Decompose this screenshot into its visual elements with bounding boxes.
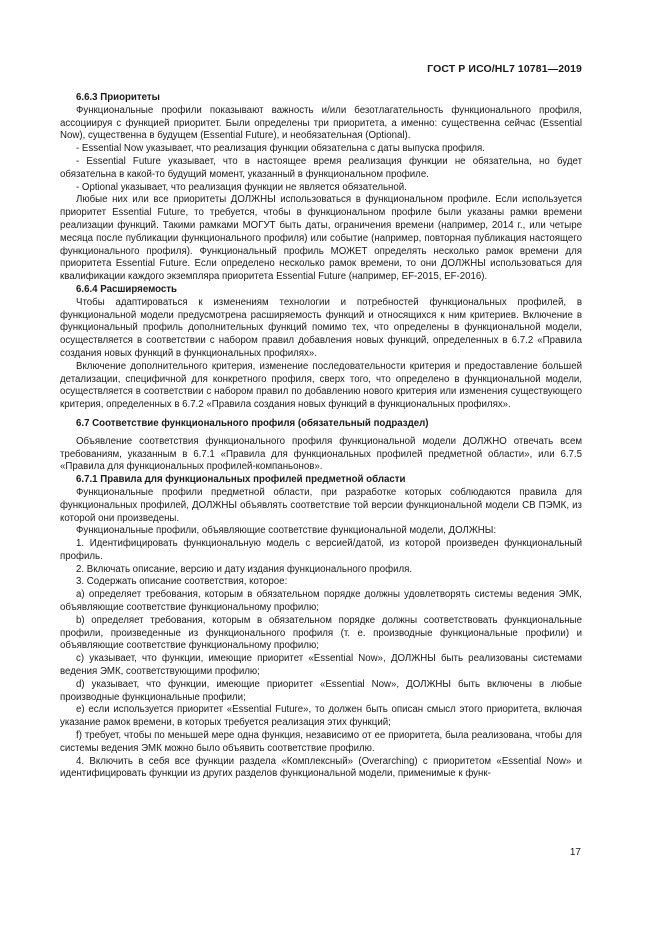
page-number: 17 bbox=[569, 847, 581, 858]
paragraph: Функциональные профили, объявляющие соответствие функциональной модели, ДОЛЖНЫ: bbox=[76, 525, 497, 537]
section-heading: 6.7.1 Правила для функциональных профилей предметной области bbox=[76, 474, 406, 486]
list-item: 3. Содержать описание соответствия, которое: bbox=[76, 576, 288, 588]
section-heading: 6.6.3 Приоритеты bbox=[76, 92, 160, 103]
section-heading: 6.6.4 Расширяемость bbox=[76, 283, 177, 295]
list-item: 2. Включать описание, версию и дату издания функционального профиля. bbox=[76, 563, 413, 575]
list-item: 4. Включить в себя все функции раздела «Комплексный» (Overarching) с приоритетом «Essential Now» и идентифицировать функции из других разделов функциональной модели, применимые к функ- bbox=[60, 755, 582, 780]
paragraph: Функциональные профили показывают важность и/или безотлагательность функционального профиля, ассоциируя с функцией приоритет. Были определены три приоритета, а именно: существенна сейчас (Essential Now), существенна в будущем (Essential Future), и необязательная (Optional). bbox=[60, 104, 582, 142]
list-item: е) если используется приоритет «Essential Future», то должен быть описан смысл этого приоритета, включая указание рамок времени, в которых требуется реализация этих функций; bbox=[60, 704, 582, 729]
section-heading: 6.7 Соответствие функционального профиля (обязательный подраздел) bbox=[76, 417, 429, 429]
paragraph: Включение дополнительного критерия, изменение последовательности критерия и предоставление большей детализации, специфичной для конкретного профиля, сверх того, что определено в функциональной модели, осуществляется в соответствии с набором правил по добавлению нового критерия или изменения существующего критерия, определенных в 6.7.2 «Правила создания новых функций в функциональных профилях». bbox=[60, 360, 582, 411]
list-item: 1. Идентифицировать функциональную модель с версией/датой, из которой произведен функциональный профиль. bbox=[60, 538, 582, 562]
paragraph: Любые них или все приоритеты ДОЛЖНЫ использоваться в функциональном профиле. Если используется приоритет Essential Future, то требуется, чтобы в функциональном профиле были указаны рамки времени реализации функций. Такими рамками МОГУТ быть даты, ограничения времени (например, 2014 г., или четыре месяца после публикации функционального профиля) или событие (например, повторная публикация настоящего функционального профиля). Функциональный профиль МОЖЕТ определять несколько рамок времени для приоритета Essential Future. Если определено несколько рамок времени, то они ДОЛЖНЫ использоваться для квалификации каждого экземпляра приоритета Essential Future (например, EF-2015, EF-2016). bbox=[60, 194, 582, 283]
document-header: ГОСТ Р ИСО/HL7 10781—2019 bbox=[427, 63, 582, 75]
list-item: f) требует, чтобы по меньшей мере одна функция, независимо от ее приоритета, была реализована, чтобы для системы ведения ЭМК можно было объявить соответствие профилю. bbox=[60, 730, 582, 754]
list-item: - Optional указывает, что реализация функции не является обязательной. bbox=[76, 181, 407, 193]
paragraph: Чтобы адаптироваться к изменениям технологии и потребностей функциональных профилей, в функциональной модели предусмотрена расширяемость функций и относящихся к ним критериев. Включение в функциональный профиль дополнительных функций помимо тех, что определены в функциональной модели, осуществляется в соответствии с набором правил добавления новых функций, определенных в 6.7.2 «Правила создания новых функций в функциональных профилях». bbox=[60, 296, 582, 359]
paragraph: Функциональные профили предметной области, при разработке которых соблюдаются правила для функциональных профилей, ДОЛЖНЫ объявлять соответствие той версии функциональной модели СВ ПЭМК, из которой они произведены. bbox=[60, 486, 582, 524]
list-item: с) указывает, что функции, имеющие приоритет «Essential Now», ДОЛЖНЫ быть реализованы системами ведения ЭМК, соответствующими профилю; bbox=[60, 653, 582, 678]
list-item: а) определяет требования, которым в обязательном порядке должны удовлетворять системы ведения ЭМК, объявляющие соответствие функциональному профилю; bbox=[60, 589, 582, 614]
list-item: b) определяет требования, которым в обязательном порядке должны соответствовать функциональные профили, произведенные из функционального профиля (т. е. производные функциональные профили) и объявляющие соответствие функциональному профилю; bbox=[60, 614, 582, 652]
list-item: d) указывает, что функции, имеющие приоритет «Essential Now», ДОЛЖНЫ быть включены в любые производные функциональные профили; bbox=[60, 678, 582, 703]
paragraph: Объявление соответствия функционального профиля функциональной модели ДОЛЖНО отвечать всем требованиям, указанным в 6.7.1 «Правила для функциональных профилей предметной области», или 6.7.5 «Правила для функциональных профилей-компаньонов». bbox=[60, 435, 582, 473]
list-item: - Essential Now указывает, что реализация функции обязательна с даты выпуска профиля. bbox=[76, 143, 485, 155]
list-item: - Essential Future указывает, что в настоящее время реализация функции не обязательна, но будет обязательна в какой-то будущий момент, указанный в функциональном профиле. bbox=[60, 155, 582, 180]
document-body bbox=[60, 92, 582, 781]
